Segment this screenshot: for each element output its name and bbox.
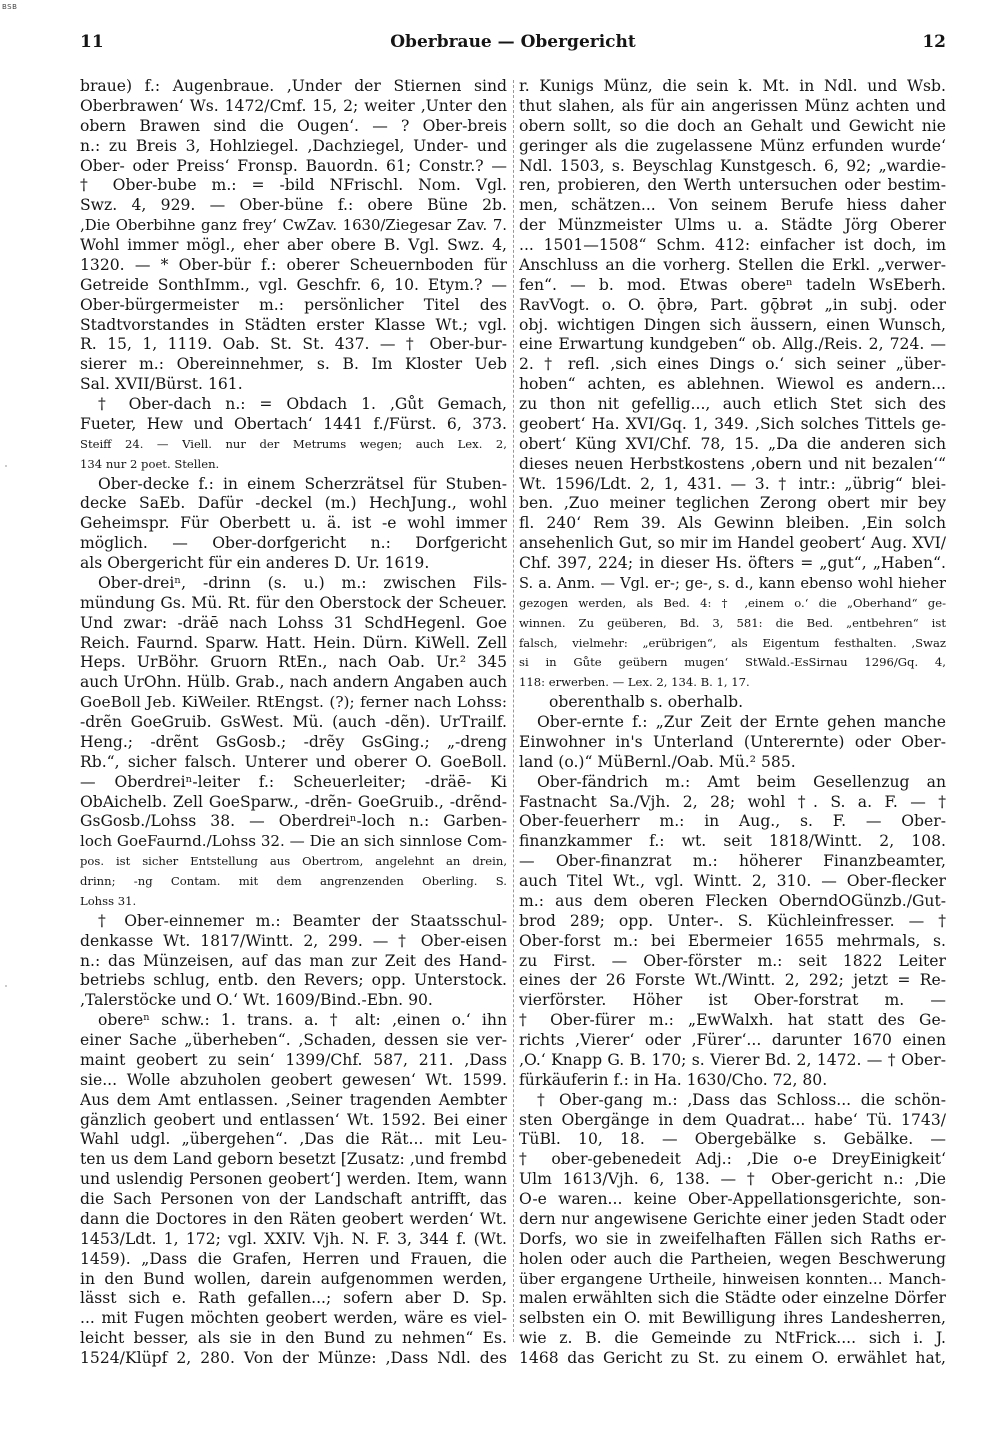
text-line: Ober-dreiⁿ, -drinn (s. u.) m.: zwischen Fils-	[98, 573, 507, 592]
text-line: Einwohner in's Unterland (Unterernte) oder Ober-	[519, 732, 946, 751]
text-line: S. a. Anm. — Vgl. er-; ge-, s. d., kann ebenso wohl hieher	[519, 574, 946, 592]
text-line: Heps. UrBöhr. Gruorn RtEn., nach Oab. Ur.² 345	[80, 653, 507, 672]
text-line: n.: zu Breis 3, Hohlziegel. ‚Dachziegel, Under- und	[80, 136, 507, 155]
column-divider	[513, 80, 514, 1342]
text-line: Dorfs, wo sie in zweifelhaften Fällen sich Raths er-	[519, 1229, 946, 1248]
text-line: GsGosb./Lohss 38. — Oberdreiⁿ-loch n.: Garben-	[80, 812, 507, 831]
text-line: Ober-bürgermeister m.: persönlicher Titel des	[80, 295, 507, 314]
text-line: -drẽn GoeGruib. GsWest. Mü. (auch -dẽn). UrTrailf.	[80, 713, 507, 731]
text-line: betriebs schlug, entb. den Revers; opp. Unterstock.	[80, 971, 507, 990]
text-line: lässt sich e. Rath gefallen...; sofern aber D. Sp.	[80, 1289, 507, 1308]
text-line: Fastnacht Sa./Vjh. 2, 28; wohl †. S. a. F. — †	[519, 792, 946, 811]
text-line: ‚Die Oberbihne ganz frey‘ CwZav. 1630/Ziegesar Zav. 7.	[80, 216, 507, 235]
text-line: ren, probieren, den Werth untersuchen oder bestim-	[519, 176, 946, 195]
text-line: als Obergericht für ein anderes D. Ur. 1619.	[80, 554, 430, 572]
text-line: Ober- oder Preiss‘ Fronsp. Bauordn. 61; Constr.? —	[80, 156, 507, 175]
text-line: einer Sache „überheben“. ‚Schaden, dessen sie ver-	[80, 1031, 507, 1049]
text-line: malen erwählten sich die Städte oder einzelne Dörfer	[519, 1289, 946, 1308]
text-line: Rb.“, sicher falsch. Unterer und oberer O. GoeBoll.	[80, 752, 507, 771]
right-page-number: 12	[922, 32, 946, 52]
text-line: Chf. 397, 224; in dieser Hs. öfters = „gut“, „Haben“.	[519, 554, 946, 572]
text-line: falsch, vielmehr: „erübrigen“, als Eigentum festhalten. ‚Swaz	[519, 635, 946, 650]
text-line: thut slahen, als für ain angerissen Münz achten und	[519, 96, 946, 115]
text-line: fen“. — b. mod. Etwas obereⁿ tadeln WsEberh.	[519, 275, 946, 294]
text-line: selbsten ein O. mit Bewilligung ihres Landesherren,	[519, 1309, 946, 1328]
text-line: Heng.; -drẽnt GsGosb.; -drẽy GsGing.; „-dreng	[80, 732, 507, 751]
scan-speck	[5, 465, 7, 467]
text-line: winnen. Zu geüberen, Bd. 3, 581: die Bed. „entbehren“ ist	[519, 615, 946, 630]
left-page-number: 11	[80, 32, 104, 52]
text-line: und uslendig Personen geobert‘] werden. Item, wann	[80, 1170, 507, 1189]
text-line: men, schätzen... Von seinem Berufe hiess daher	[519, 196, 946, 215]
text-line: TüBl. 10, 18. — Obergebälke s. Gebälke. —	[519, 1130, 946, 1149]
text-line: auch Titel Wt., vgl. Wintt. 2, 310. — Ober-flecker	[519, 872, 946, 890]
text-line: 1459). „Dass die Grafen, Herren und Frauen, die	[80, 1249, 507, 1268]
text-line: ben. ‚Zuo meiner teglichen Zerong obert mir bey	[519, 494, 946, 513]
text-line: m.: aus dem oberen Flecken OberndOGünzb./Gut-	[519, 891, 946, 910]
text-line: Geheimspr. Für Oberbett u. ä. ist -e wohl immer	[80, 514, 507, 533]
text-line: zu First. — Ober-förster m.: seit 1822 Leiter	[519, 951, 946, 970]
text-line: r. Kunigs Münz, die sein k. Mt. in Ndl. und Wsb.	[519, 77, 946, 95]
text-line: in den Bund wollen, darein aufgenommen werden,	[80, 1269, 507, 1288]
text-line: obert‘ Küng XVI/Chf. 78, 15. „Da die anderen sich	[519, 434, 946, 453]
text-line: ten us dem Land geborn besetzt [Zusatz: ‚und frembd	[80, 1150, 507, 1169]
text-line: sierer m.: Obereinnehmer, s. B. Im Kloster Ueb	[80, 355, 507, 374]
text-line: GoeBoll Jeb. KiWeiler. RtEngst. (?); ferner nach Lohss:	[80, 693, 507, 712]
text-line: braue) f.: Augenbraue. ‚Under der Stiernen sind	[80, 77, 507, 95]
text-line: gänzlich geobert und entlassen‘ Wt. 1592. Bei einer	[80, 1110, 507, 1129]
text-line: sten Obergänge in dem Quadrat... habe‘ Tü. 1743/	[519, 1110, 946, 1129]
text-line: Stadtvorstandes in Städten erster Klasse Wt.; vgl.	[80, 315, 507, 334]
text-line: richts ‚Vierer‘ oder ‚Fürer‘... darunter 1670 einen	[519, 1031, 946, 1049]
text-line: obern Brawen sind die Ougen‘. — ? Ober-breis	[80, 116, 507, 135]
text-line: — Oberdreiⁿ-leiter f.: Scheuerleiter; -dräē- Ki	[80, 772, 507, 791]
text-line: gezogen werden, als Bed. 4: † ‚einem o.‘ die „Oberhand“ ge-	[519, 595, 946, 610]
text-line: ObAichelb. Zell GoeSparw., -drẽn- GoeGruib., -drẽnd-	[80, 792, 507, 811]
text-line: 2. † refl. ‚sich eines Dings o.‘ sich seiner „über-	[519, 355, 946, 374]
text-line: † Ober-fürer m.: „EwWalxh. hat statt des Ge-	[519, 1011, 946, 1030]
text-line: Ober-forst m.: bei Ebermeier 1655 mehrmals, s.	[519, 931, 946, 950]
text-line: Ulm 1613/Vjh. 6, 138. — † Ober-gericht n.: ‚Die	[519, 1170, 946, 1189]
text-line: finanzkammer f.: wt. seit 1818/Wintt. 2, 108.	[519, 832, 946, 851]
text-line: † Ober-dach n.: = Obdach 1. ‚Gůt Gemach,	[98, 395, 507, 413]
text-line: 1453/Ldt. 1, 172; vgl. XXIV. Vjh. N. F. 3, 344 f. (Wt.	[80, 1229, 507, 1248]
text-line: obj. wichtigen Dingen sich äussern, einen Wunsch,	[519, 315, 946, 334]
text-line: dann die Doctores in den Räten geobert werden‘ Wt.	[80, 1209, 507, 1228]
text-line: n.: das Münzeisen, auf das man zur Zeit des Hand-	[80, 951, 507, 970]
text-line: Swz. 4, 929. — Ober-büne f.: obere Büne 2b.	[80, 196, 507, 215]
text-line: möglich. — Ober-dorfgericht n.: Dorfgericht	[80, 534, 507, 553]
scan-speck	[5, 985, 7, 987]
library-stamp: BSB	[2, 3, 18, 11]
running-title: Oberbraue — Obergericht	[390, 32, 636, 52]
left-column	[80, 77, 507, 1369]
text-line: fl. 240‘ Rem 39. Als Gewinn bleiben. ‚Ein solch	[519, 514, 946, 533]
text-line: Wohl immer mögl., eher aber obere B. Vgl. Swz. 4,	[80, 236, 507, 254]
text-line: loch GoeFaurnd./Lohss 32. — Die an sich sinnlose Com-	[80, 832, 507, 851]
text-line: Oberbrawen‘ Ws. 1472/Cmf. 15, 2; weiter ‚Unter den	[80, 96, 507, 115]
text-line: brod 289; opp. Unter-. S. Küchleinfresser. — †	[519, 911, 946, 930]
text-line: † Ober-bube m.: = -bild NFrischl. Nom. Vgl.	[80, 176, 507, 195]
text-line: Wahl udgl. „übergehen“. ‚Das die Rät... mit Leu-	[80, 1130, 507, 1149]
text-line: R. 15, 1, 1119. Oab. St. St. 437. — † Ober-bur-	[80, 335, 507, 354]
text-line: Ober-feuerherr m.: in Aug., s. F. — Ober-	[519, 812, 946, 831]
text-line: Lohss 31.	[80, 893, 137, 908]
text-line: ‚Talerstöcke und O.‘ Wt. 1609/Bind.-Ebn. 90.	[80, 991, 433, 1010]
text-line: 1320. — * Ober-bür f.: oberer Scheuernboden für	[80, 255, 507, 274]
text-line: † Ober-einnemer m.: Beamter der Staatsschul-	[98, 911, 507, 930]
text-line: der Münzmeister Ulms u. a. Städte Jörg Oberer	[519, 216, 946, 235]
text-line: Ober-decke f.: in einem Scherzrätsel für Stuben-	[98, 474, 507, 493]
text-line: land (o.)“ MüBernl./Oab. Mü.² 585.	[519, 752, 796, 771]
text-line: die Sach Personen von der Landschaft antrifft, das	[80, 1190, 507, 1208]
text-line: 1524/Klüpf 2, 280. Von der Münze: ‚Dass Ndl. des	[80, 1349, 507, 1367]
text-line: dern nur angewisene Gerichte einer jeden Stadt oder	[519, 1209, 946, 1228]
text-line: mündung Gs. Mü. Rt. für den Oberstock der Scheuer.	[80, 593, 507, 612]
text-line: ... 1501—1508“ Schm. 412: einfacher ist doch, im	[519, 236, 946, 254]
text-line: zu thon nit gefellig..., auch etlich Stet sich des	[519, 395, 946, 413]
text-line: ... mit Fugen möchten geobert werden, wäre es viel-	[80, 1309, 507, 1328]
text-line: eines der 26 Forste Wt./Wintt. 2, 292; jetzt = Re-	[519, 971, 946, 990]
text-line: denkasse Wt. 1817/Wintt. 2, 299. — † Ober-eisen	[80, 931, 507, 950]
page-header	[80, 32, 946, 56]
text-line: † Ober-gang m.: ‚Dass das Schloss... die schön-	[537, 1090, 946, 1109]
text-line: leicht besser, als sie in den Bund zu nehmen“ Es.	[80, 1329, 507, 1348]
text-line: O-e waren... keine Ober-Appellationsgerichte, son-	[519, 1190, 946, 1208]
text-line: Reich. Faurnd. Sparw. Hatt. Hein. Dürn. KiWell. Zell	[80, 633, 507, 652]
text-line: pos. ist sicher Entstellung aus Obertrom, angelehnt an drein,	[80, 854, 507, 869]
text-line: Ndl. 1503, s. Beyschlag Kunstgesch. 6, 92; „wardie-	[519, 156, 946, 175]
text-line: eine Erwartung kundgeben“ ob. Allg./Reis. 2, 724. —	[519, 335, 946, 354]
text-line: 134 nur 2 poet. Stellen.	[80, 456, 220, 471]
text-line: geobert‘ Ha. XVI/Gq. 1, 349. ‚Sich solches Tittels ge-	[519, 414, 946, 433]
text-line: Sal. XVII/Bürst. 161.	[80, 375, 243, 394]
text-line: sie... Wolle abzuholen geobert gewesen‘ Wt. 1599.	[80, 1070, 507, 1089]
text-line: über ergangene Urtheile, hinweisen konnten... Manch-	[519, 1269, 946, 1288]
text-line: Und zwar: -dräē nach Lohss 31 SchdHegenl. Goe	[80, 613, 507, 632]
text-line: holen oder auch die Partheien, wegen Beschwerung	[519, 1249, 946, 1268]
text-line: 1468 das Gericht zu St. zu einem O. erwählet hat,	[519, 1349, 946, 1367]
text-line: Ober-ernte f.: „Zur Zeit der Ernte gehen manche	[537, 713, 946, 731]
text-line: Steiff 24. — Viell. nur der Metrums wegen; auch Lex. 2,	[80, 436, 507, 451]
text-line: vierförster. Höher ist Ober-forstrat m. —	[519, 991, 946, 1010]
text-line: dieses neuen Herbstkostens ‚obern und nit bezalen‘“	[519, 454, 946, 473]
text-line: auch UrOhn. Hülb. Grab., nach andern Angaben auch	[80, 673, 507, 692]
text-line: Ober-fändrich m.: Amt beim Gesellenzug an	[537, 772, 946, 791]
text-line: obern sollt, so die doch an Gehalt und Gewicht nie	[519, 116, 946, 135]
text-line: RavVogt. o. O. ǭbrə, Part. gǭbrət „in subj. oder	[519, 295, 946, 314]
right-column	[519, 77, 946, 1369]
text-line: obereⁿ schw.: 1. trans. a. † alt: ‚einen o.‘ ihn	[98, 1011, 507, 1030]
text-line: — Ober-finanzrat m.: höherer Finanzbeamter,	[519, 852, 946, 871]
text-line: drinn; -ng Contam. mit dem angrenzenden Oberling. S.	[80, 874, 507, 888]
text-line: fürkäuferin f.: in Ha. 1630/Cho. 72, 80.	[519, 1070, 828, 1089]
text-line: maint geobert zu sein‘ 1399/Chf. 587, 211. ‚Dass	[80, 1050, 507, 1069]
text-line: ‚O.‘ Knapp G. B. 170; s. Vierer Bd. 2, 1472. — † Ober-	[519, 1050, 946, 1069]
text-line: oberenthalb s. oberhalb.	[549, 693, 744, 712]
text-line: Anschluss an die vorherg. Stellen die Erkl. „verwer-	[519, 255, 946, 274]
text-line: † ober-gebenedeit Adj.: ‚Die o-e DreyEinigkeit‘	[519, 1150, 946, 1169]
text-line: hoben“ achten, es ablehnen. Wiewol es andern...	[519, 375, 946, 394]
text-line: ansehenlich Gut, so mir im Handel geobert‘ Aug. XVI/	[519, 534, 946, 553]
text-line: Fueter, Hew und Obertach‘ 1441 f./Fürst. 6, 373.	[80, 414, 507, 433]
text-line: 118: erwerben. — Lex. 2, 134. B. 1, 17.	[519, 675, 750, 690]
text-line: decke SaEb. Dafür -deckel (m.) HechJung., wohl	[80, 494, 507, 513]
text-line: geringer als die zugelassene Münz erfunden wurde‘	[519, 136, 946, 155]
text-line: wie z. B. die Gemeinde zu NtFrick.... sich i. J.	[519, 1329, 946, 1348]
text-line: Getreide SonthImm., vgl. Geschfr. 6, 10. Etym.? —	[80, 275, 507, 294]
text-line: si in Gůte geübern mugen‘ StWald.-EsSirnau 1296/Gq. 4,	[519, 655, 946, 670]
text-line: Aus dem Amt entlassen. ‚Seiner tragenden Aembter	[80, 1090, 507, 1109]
text-line: Wt. 1596/Ldt. 2, 1, 431. — 3. † intr.: „übrig“ blei-	[519, 474, 946, 493]
